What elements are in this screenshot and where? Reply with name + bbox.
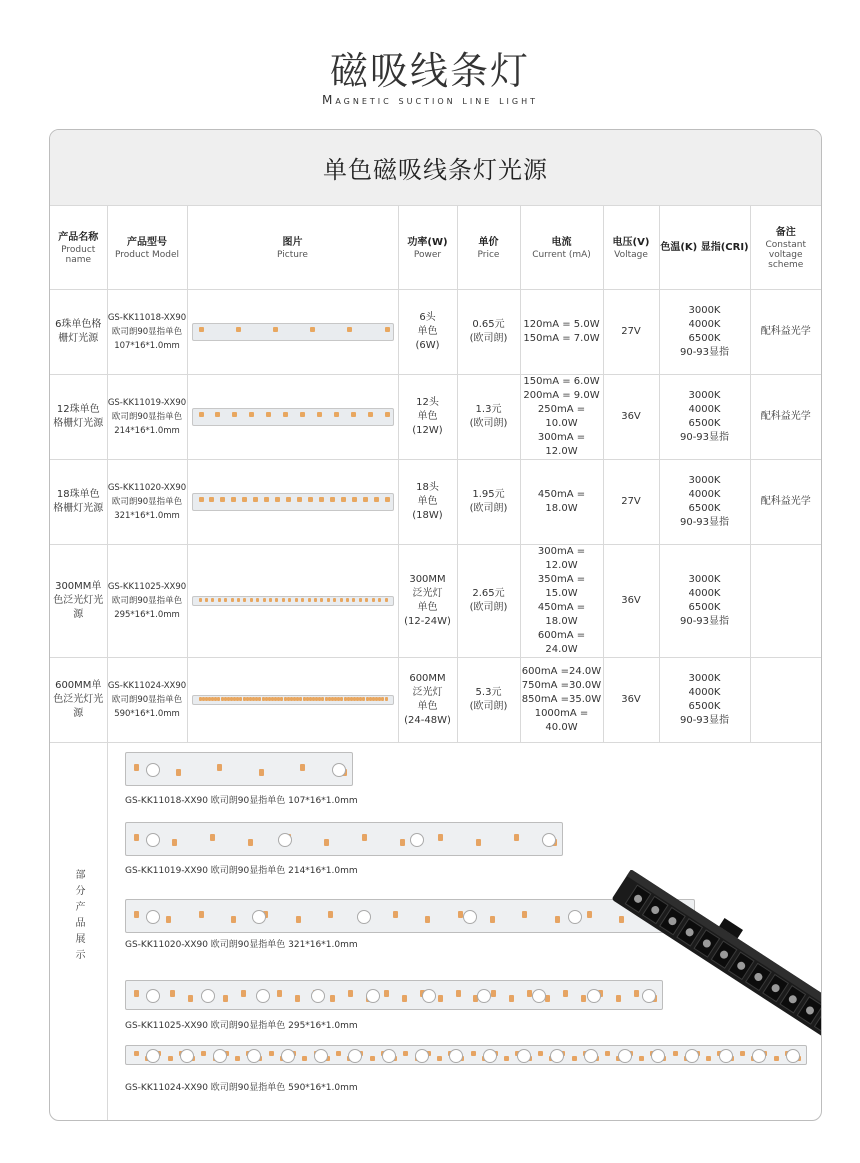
mount-hole	[517, 1049, 531, 1063]
led-chip	[362, 834, 367, 841]
led-chip	[471, 1051, 476, 1056]
led-chip	[258, 697, 261, 701]
led-chip	[347, 327, 352, 332]
led-chip	[334, 412, 339, 417]
led-chip	[317, 412, 322, 417]
led-chip	[231, 916, 236, 923]
led-chip	[456, 990, 461, 997]
mount-hole	[410, 833, 424, 847]
led-chip	[199, 412, 204, 417]
led-chip	[263, 598, 266, 602]
mount-hole	[719, 1049, 733, 1063]
picture-cell	[187, 290, 398, 375]
picture-cell	[187, 375, 398, 460]
led-chip	[209, 497, 214, 502]
mount-hole	[568, 910, 582, 924]
led-chip	[402, 995, 407, 1002]
led-chip	[300, 764, 305, 771]
led-chip	[297, 497, 302, 502]
voltage-cell: 36V	[603, 658, 659, 743]
led-chip	[248, 839, 253, 846]
led-chip	[269, 1051, 274, 1056]
led-chip	[504, 1056, 509, 1061]
power-cell: 6头 单色 (6W)	[398, 290, 457, 375]
led-chip	[368, 412, 373, 417]
mount-hole	[281, 1049, 295, 1063]
product-name-cell: 12珠单色格栅灯光源	[50, 375, 107, 460]
mount-hole	[584, 1049, 598, 1063]
led-chip	[393, 911, 398, 918]
mount-hole	[685, 1049, 699, 1063]
voltage-cell: 36V	[603, 545, 659, 658]
current-cell: 600mA =24.0W 750mA =30.0W 850mA =35.0W 1000mA = 40.0W	[520, 658, 603, 743]
led-chip	[587, 911, 592, 918]
led-chip	[385, 598, 388, 602]
led-chip	[639, 1056, 644, 1061]
led-chip	[188, 995, 193, 1002]
voltage-cell: 27V	[603, 460, 659, 545]
power-cell: 12头 单色 (12W)	[398, 375, 457, 460]
product-model-cell: GS-KK11018-XX90 欧司朗90显指单色 107*16*1.0mm	[107, 290, 187, 375]
led-chip	[324, 839, 329, 846]
mount-hole	[483, 1049, 497, 1063]
led-chip	[170, 990, 175, 997]
led-strip-image	[192, 323, 394, 341]
led-strip-image	[192, 493, 394, 511]
led-chip	[295, 598, 298, 602]
led-chip	[217, 764, 222, 771]
led-chip	[243, 598, 246, 602]
led-chip	[352, 497, 357, 502]
led-chip	[134, 834, 139, 841]
product-model-cell: GS-KK11024-XX90 欧司朗90显指单色 590*16*1.0mm	[107, 658, 187, 743]
led-chip	[134, 764, 139, 771]
mount-hole	[247, 1049, 261, 1063]
led-chip	[250, 598, 253, 602]
page-title: 磁吸线条灯	[329, 49, 530, 93]
col-note: 备注 Constant voltage scheme	[750, 206, 821, 290]
led-chip	[308, 497, 313, 502]
product-name-cell: 6珠单色格栅灯光源	[50, 290, 107, 375]
power-cell: 18头 单色 (18W)	[398, 460, 457, 545]
mount-hole	[348, 1049, 362, 1063]
led-chip	[348, 990, 353, 997]
note-cell: 配科益光学	[750, 290, 821, 375]
cct-cri-cell: 3000K 4000K 6500K 90-93显指	[659, 460, 750, 545]
mount-hole	[532, 989, 546, 1003]
led-chip	[320, 598, 323, 602]
col-current: 电流 Current (mA)	[520, 206, 603, 290]
gallery-caption: GS-KK11020-XX90 欧司朗90显指单色 321*16*1.0mm	[125, 940, 358, 950]
led-chip	[365, 598, 368, 602]
mount-hole	[256, 989, 270, 1003]
led-chip	[215, 412, 220, 417]
product-model-cell: GS-KK11019-XX90 欧司朗90显指单色 214*16*1.0mm	[107, 375, 187, 460]
led-chip	[301, 598, 304, 602]
led-chip	[236, 327, 241, 332]
led-chip	[514, 834, 519, 841]
led-chip	[314, 598, 317, 602]
gallery-caption: GS-KK11025-XX90 欧司朗90显指单色 295*16*1.0mm	[125, 1021, 358, 1031]
led-chip	[740, 1051, 745, 1056]
led-chip	[381, 697, 384, 701]
table-row	[50, 658, 821, 743]
led-chip	[210, 834, 215, 841]
led-chip	[363, 497, 368, 502]
mount-hole	[332, 763, 346, 777]
led-chip	[302, 1056, 307, 1061]
mount-hole	[542, 833, 556, 847]
led-chip	[249, 412, 254, 417]
led-chip	[581, 995, 586, 1002]
price-cell: 0.65元 (欧司朗)	[457, 290, 520, 375]
col-picture: 图片 Picture	[187, 206, 398, 290]
led-chip	[319, 497, 324, 502]
led-chip	[199, 497, 204, 502]
table-header-row	[50, 206, 821, 290]
mount-hole	[213, 1049, 227, 1063]
led-chip	[199, 911, 204, 918]
col-product-model: 产品型号 Product Model	[107, 206, 187, 290]
table-row	[50, 375, 821, 460]
led-chip	[256, 598, 259, 602]
led-chip	[385, 327, 390, 332]
mount-hole	[786, 1049, 800, 1063]
led-chip	[706, 1056, 711, 1061]
mount-hole	[587, 989, 601, 1003]
current-cell: 450mA = 18.0W	[520, 460, 603, 545]
mount-hole	[415, 1049, 429, 1063]
current-cell: 120mA = 5.0W 150mA = 7.0W	[520, 290, 603, 375]
led-chip	[370, 1056, 375, 1061]
led-chip	[374, 497, 379, 502]
gallery-led-strip	[125, 822, 563, 856]
led-chip	[199, 598, 202, 602]
led-chip	[336, 1051, 341, 1056]
led-chip	[522, 911, 527, 918]
led-chip	[605, 1051, 610, 1056]
led-chip	[372, 598, 375, 602]
power-cell: 300MM 泛光灯 单色 (12-24W)	[398, 545, 457, 658]
price-cell: 1.95元 (欧司朗)	[457, 460, 520, 545]
led-chip	[385, 412, 390, 417]
voltage-cell: 36V	[603, 375, 659, 460]
mount-hole	[252, 910, 266, 924]
led-chip	[269, 598, 272, 602]
mount-hole	[449, 1049, 463, 1063]
col-cct-cri: 色温(K) 显指(CRI)	[659, 206, 750, 290]
led-chip	[220, 497, 225, 502]
led-chip	[385, 697, 388, 701]
picture-cell	[187, 460, 398, 545]
led-chip	[218, 598, 221, 602]
led-chip	[296, 916, 301, 923]
mount-hole	[366, 989, 380, 1003]
led-chip	[400, 839, 405, 846]
price-cell: 1.3元 (欧司朗)	[457, 375, 520, 460]
led-chip	[378, 598, 381, 602]
led-chip	[362, 697, 365, 701]
led-chip	[201, 1051, 206, 1056]
led-chip	[237, 598, 240, 602]
mount-hole	[477, 989, 491, 1003]
note-cell	[750, 658, 821, 743]
led-chip	[199, 327, 204, 332]
led-chip	[288, 598, 291, 602]
led-chip	[340, 598, 343, 602]
led-chip	[259, 769, 264, 776]
mount-hole	[422, 989, 436, 1003]
mount-hole	[146, 910, 160, 924]
led-chip	[242, 497, 247, 502]
mount-hole	[201, 989, 215, 1003]
led-chip	[563, 990, 568, 997]
led-chip	[264, 497, 269, 502]
mount-hole	[278, 833, 292, 847]
spec-table	[50, 205, 821, 743]
current-cell: 300mA = 12.0W 350mA = 15.0W 450mA = 18.0W 600mA = 24.0W	[520, 545, 603, 658]
led-chip	[176, 769, 181, 776]
led-chip	[232, 412, 237, 417]
mount-hole	[146, 833, 160, 847]
led-chip	[224, 598, 227, 602]
voltage-cell: 27V	[603, 290, 659, 375]
led-chip	[253, 497, 258, 502]
mount-hole	[651, 1049, 665, 1063]
led-chip	[555, 916, 560, 923]
gallery-led-strip	[125, 1045, 807, 1065]
led-strip-image	[192, 408, 394, 426]
led-chip	[351, 412, 356, 417]
gallery-led-strip	[125, 980, 663, 1010]
mount-hole	[146, 1049, 160, 1063]
led-chip	[275, 598, 278, 602]
led-chip	[211, 598, 214, 602]
gallery-label: 部分产品展示	[50, 714, 108, 1120]
led-chip	[295, 995, 300, 1002]
led-chip	[300, 412, 305, 417]
led-chip	[321, 697, 324, 701]
led-chip	[491, 990, 496, 997]
led-chip	[327, 598, 330, 602]
led-chip	[217, 697, 220, 701]
led-chip	[330, 995, 335, 1002]
led-chip	[673, 1051, 678, 1056]
mount-hole	[146, 763, 160, 777]
led-chip	[283, 412, 288, 417]
led-chip	[384, 990, 389, 997]
gallery-caption: GS-KK11024-XX90 欧司朗90显指单色 590*16*1.0mm	[125, 1083, 358, 1093]
product-name-cell: 600MM单色泛光灯光源	[50, 658, 107, 743]
led-chip	[172, 839, 177, 846]
led-chip	[308, 598, 311, 602]
led-chip	[476, 839, 481, 846]
led-chip	[538, 1051, 543, 1056]
led-chip	[437, 1056, 442, 1061]
mount-hole	[382, 1049, 396, 1063]
led-chip	[330, 497, 335, 502]
product-name-cell: 300MM单色泛光灯光源	[50, 545, 107, 658]
gallery-led-strip	[125, 752, 353, 786]
led-strip-image	[192, 596, 394, 606]
led-chip	[310, 327, 315, 332]
col-power: 功率(W) Power	[398, 206, 457, 290]
cct-cri-cell: 3000K 4000K 6500K 90-93显指	[659, 545, 750, 658]
col-voltage: 电压(V) Voltage	[603, 206, 659, 290]
led-chip	[231, 497, 236, 502]
table-row	[50, 290, 821, 375]
power-cell: 600MM 泛光灯 单色 (24-48W)	[398, 658, 457, 743]
led-chip	[273, 327, 278, 332]
gallery-caption: GS-KK11019-XX90 欧司朗90显指单色 214*16*1.0mm	[125, 866, 358, 876]
product-card	[49, 129, 822, 1121]
table-row	[50, 545, 821, 658]
led-chip	[359, 598, 362, 602]
led-chip	[346, 598, 349, 602]
led-chip	[341, 497, 346, 502]
led-chip	[275, 497, 280, 502]
led-chip	[509, 995, 514, 1002]
led-chip	[134, 990, 139, 997]
mount-hole	[463, 910, 477, 924]
picture-cell	[187, 658, 398, 743]
led-chip	[438, 834, 443, 841]
led-chip	[425, 916, 430, 923]
led-chip	[299, 697, 302, 701]
led-chip	[205, 598, 208, 602]
gallery-caption: GS-KK11018-XX90 欧司朗90显指单色 107*16*1.0mm	[125, 796, 358, 806]
note-cell: 配科益光学	[750, 375, 821, 460]
magnetic-track-lamp-image	[610, 870, 822, 1045]
led-strip-image	[192, 695, 394, 705]
led-chip	[572, 1056, 577, 1061]
price-cell: 2.65元 (欧司朗)	[457, 545, 520, 658]
led-chip	[458, 911, 463, 918]
led-chip	[328, 911, 333, 918]
mount-hole	[357, 910, 371, 924]
led-chip	[385, 497, 390, 502]
led-chip	[774, 1056, 779, 1061]
mount-hole	[314, 1049, 328, 1063]
led-chip	[352, 598, 355, 602]
led-chip	[438, 995, 443, 1002]
led-chip	[277, 990, 282, 997]
led-chip	[266, 412, 271, 417]
cct-cri-cell: 3000K 4000K 6500K 90-93显指	[659, 375, 750, 460]
led-chip	[490, 916, 495, 923]
col-price: 单价 Price	[457, 206, 520, 290]
led-chip	[340, 697, 343, 701]
product-name-cell: 18珠单色格栅灯光源	[50, 460, 107, 545]
mount-hole	[752, 1049, 766, 1063]
led-chip	[134, 1051, 139, 1056]
led-chip	[166, 916, 171, 923]
led-chip	[235, 1056, 240, 1061]
note-cell: 配科益光学	[750, 460, 821, 545]
price-cell: 5.3元 (欧司朗)	[457, 658, 520, 743]
led-chip	[168, 1056, 173, 1061]
led-chip	[333, 598, 336, 602]
cct-cri-cell: 3000K 4000K 6500K 90-93显指	[659, 290, 750, 375]
page-subtitle: Magnetic suction line light	[321, 93, 539, 107]
mount-hole	[180, 1049, 194, 1063]
led-chip	[403, 1051, 408, 1056]
led-chip	[286, 497, 291, 502]
product-model-cell: GS-KK11020-XX90 欧司朗90显指单色 321*16*1.0mm	[107, 460, 187, 545]
led-chip	[223, 995, 228, 1002]
led-chip	[231, 598, 234, 602]
card-title: 单色磁吸线条灯光源	[50, 130, 821, 205]
mount-hole	[311, 989, 325, 1003]
mount-hole	[618, 1049, 632, 1063]
table-row	[50, 460, 821, 545]
led-chip	[241, 990, 246, 997]
led-chip	[134, 911, 139, 918]
cct-cri-cell: 3000K 4000K 6500K 90-93显指	[659, 658, 750, 743]
note-cell	[750, 545, 821, 658]
picture-cell	[187, 545, 398, 658]
product-model-cell: GS-KK11025-XX90 欧司朗90显指单色 295*16*1.0mm	[107, 545, 187, 658]
mount-hole	[550, 1049, 564, 1063]
mount-hole	[146, 989, 160, 1003]
current-cell: 150mA = 6.0W 200mA = 9.0W 250mA = 10.0W 300mA = 12.0W	[520, 375, 603, 460]
col-product-name: 产品名称 Product name	[50, 206, 107, 290]
led-chip	[282, 598, 285, 602]
